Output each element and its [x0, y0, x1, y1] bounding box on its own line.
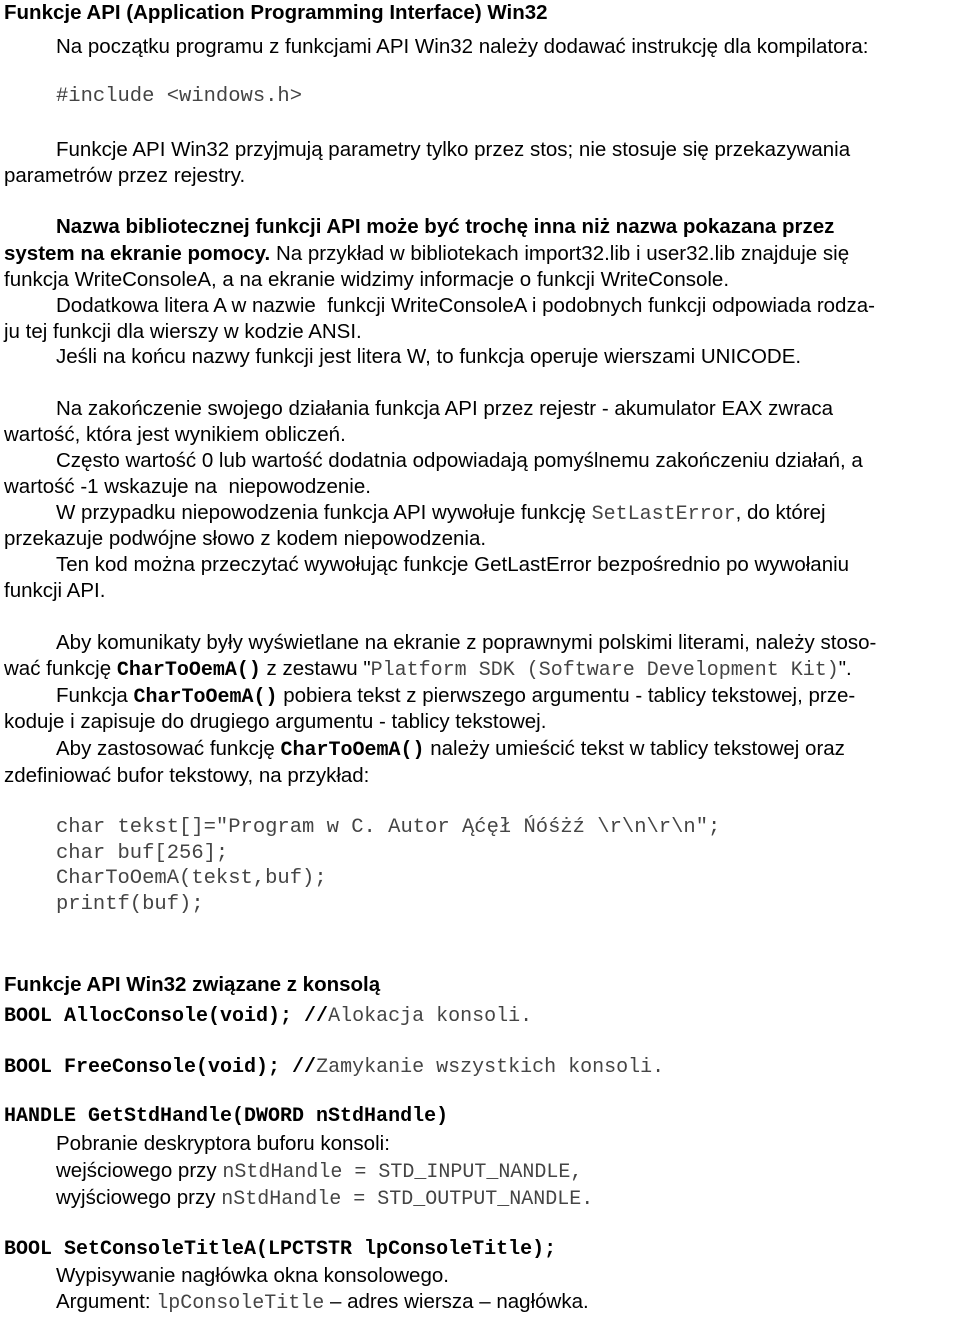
setconsoletitle-argument — [56, 1289, 589, 1317]
chartooema-code: CharToOemA() — [116, 659, 261, 682]
input-punct: , — [570, 1161, 583, 1184]
free-console-signature — [4, 1053, 664, 1081]
suffix-a-line2: ju tej funkcji dla wierszy w kodzie ANSI. — [4, 320, 362, 343]
output-text: wyjściowego przy — [56, 1186, 222, 1209]
getstdhandle-input — [56, 1158, 582, 1186]
naming-example-text: Na przykład w bibliotekach import32.lib i user32.lib znajduje się — [270, 242, 850, 265]
naming-example-line2: funkcja WriteConsoleA, a na ekranie widzimy informacje o funkcji WriteConsole. — [4, 268, 730, 291]
argument-code: lpConsoleTitle — [156, 1292, 325, 1315]
code-line-3: CharToOemA(tekst,buf); — [56, 867, 327, 890]
polish-line4: koduje i zapisuje do drugiego argumentu - tablicy tekstowej. — [4, 710, 547, 733]
alloc-console-signature — [4, 1002, 532, 1030]
setconsoletitle-signature: BOOL SetConsoleTitleA(LPCTSTR lpConsoleTitle); — [4, 1238, 557, 1261]
input-text: wejściowego przy — [56, 1159, 223, 1182]
naming-bold-line2: system na ekranie pomocy. — [4, 242, 271, 265]
zero-line2: wartość -1 wskazuje na niepowodzenie. — [4, 475, 371, 498]
polish-line5 — [56, 736, 845, 764]
input-code: nStdHandle = STD_INPUT_NANDLE — [222, 1161, 571, 1184]
polish-line3 — [56, 683, 855, 711]
polish-line6: zdefiniować bufor tekstowy, na przykład: — [4, 764, 370, 787]
sdk-name-code: Platform SDK (Software Development Kit) — [370, 659, 839, 682]
alloc-console-code: BOOL AllocConsole(void); // — [4, 1005, 329, 1028]
stack-paragraph-line1: Funkcje API Win32 przyjmują parametry tylko przez stos; nie stosuje się przekazywania — [56, 138, 851, 161]
code-line-2: char buf[256]; — [56, 842, 229, 865]
polish-text-end: należy umieścić tekst w tablicy tekstowej oraz — [424, 737, 845, 760]
intro-paragraph: Na początku programu z funkcjami API Win32 należy dodawać instrukcję dla kompilatora: — [56, 35, 869, 58]
naming-bold-line1: Nazwa bibliotecznej funkcji API może być trochę inna niż nazwa pokazana przez — [56, 215, 835, 238]
suffix-w-line: Jeśli na końcu nazwy funkcji jest litera W, to funkcja operuje wierszami UNICODE. — [56, 345, 802, 368]
polish-text-end: pobiera tekst z pierwszego argumentu - tablicy tekstowej, prze- — [277, 684, 856, 707]
chartooema-code: CharToOemA() — [133, 686, 278, 709]
polish-text: Funkcja — [56, 684, 134, 707]
error-text-end: , do której — [735, 501, 826, 524]
getlasterror-line1: Ten kod można przeczytać wywołując funkcje GetLastError bezpośrednio po wywołaniu — [56, 553, 850, 576]
include-directive: #include <windows.h> — [56, 85, 303, 108]
console-section-heading: Funkcje API Win32 związane z konsolą — [4, 973, 381, 996]
error-text: W przypadku niepowodzenia funkcja API wywołuje funkcję — [56, 501, 592, 524]
zero-line1: Często wartość 0 lub wartość dodatnia odpowiadają pomyślnemu zakończeniu działań, a — [56, 449, 863, 472]
polish-text: Aby zastosować funkcję — [56, 737, 281, 760]
argument-text: Argument: — [56, 1290, 157, 1313]
getstdhandle-output — [56, 1185, 593, 1213]
getstdhandle-description: Pobranie deskryptora buforu konsoli: — [56, 1132, 390, 1155]
code-line-1: char tekst[]="Program w C. Autor Ąćęł Ńóśżź \r\n\r\n"; — [56, 816, 721, 839]
free-console-comment: Zamykanie wszystkich konsoli. — [316, 1056, 665, 1079]
polish-text-end: ". — [838, 657, 852, 680]
naming-line2 — [4, 241, 849, 267]
free-console-code: BOOL FreeConsole(void); // — [4, 1056, 317, 1079]
page-title: Funkcje API (Application Programming Interface) Win32 — [4, 1, 548, 24]
getstdhandle-signature: HANDLE GetStdHandle(DWORD nStdHandle) — [4, 1105, 449, 1128]
error-line1 — [56, 500, 826, 528]
setlasterror-code: SetLastError — [591, 503, 736, 526]
output-punct: . — [581, 1188, 594, 1211]
eax-line2: wartość, która jest wynikiem obliczeń. — [4, 423, 346, 446]
alloc-console-comment: Alokacja konsoli. — [328, 1005, 533, 1028]
polish-line1: Aby komunikaty były wyświetlane na ekranie z poprawnymi polskimi literami, należy stoso- — [56, 631, 877, 654]
chartooema-code: CharToOemA() — [280, 739, 425, 762]
code-line-4: printf(buf); — [56, 893, 204, 916]
getlasterror-line2: funkcji API. — [4, 579, 106, 602]
polish-text-mid: z zestawu " — [260, 657, 371, 680]
eax-line1: Na zakończenie swojego działania funkcja API przez rejestr - akumulator EAX zwraca — [56, 397, 834, 420]
setconsoletitle-description: Wypisywanie nagłówka okna konsolowego. — [56, 1264, 449, 1287]
stack-paragraph-line2: parametrów przez rejestry. — [4, 164, 246, 187]
polish-text: wać funkcję — [4, 657, 117, 680]
suffix-a-line1: Dodatkowa litera A w nazwie funkcji WriteConsoleA i podobnych funkcji odpowiada rodza- — [56, 294, 875, 317]
argument-text-end: – adres wiersza – nagłówka. — [324, 1290, 589, 1313]
output-code: nStdHandle = STD_OUTPUT_NANDLE — [221, 1188, 582, 1211]
error-line2: przekazuje podwójne słowo z kodem niepowodzenia. — [4, 527, 487, 550]
polish-line2 — [4, 656, 852, 684]
